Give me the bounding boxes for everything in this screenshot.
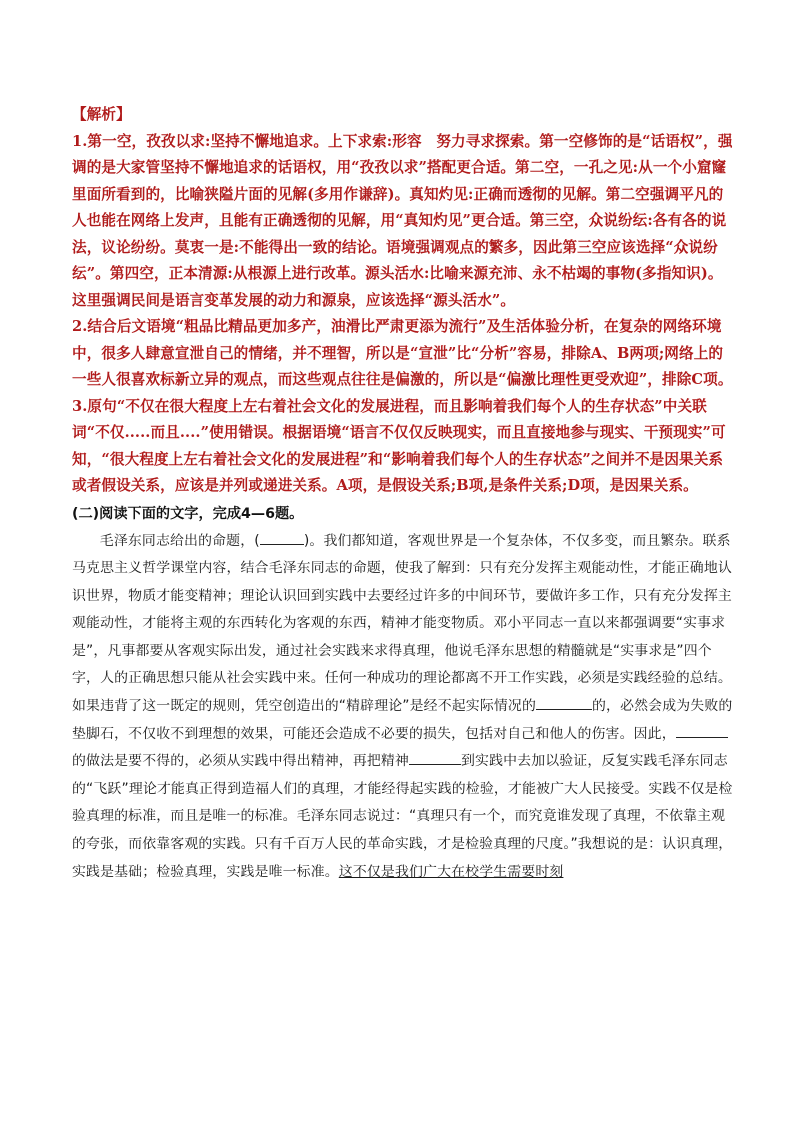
answer-blank-1 — [260, 529, 304, 545]
passage-text-1b: )。我们都知道，客观世界是一个复杂体，不仅多变，而且繁杂。联系马克思主义哲学课堂内容，结合毛泽东同志的命题，使我了解到：只有充分发挥主观能动性，才能正确地认识世界，物质才能变精神；理论认识回到实践中去要经过许多的中间环节，要做许多工作，只有充分发挥主观能动性，才能将主观的东西转化为客观的东西，精神才能变物质。邓小平同志一直以来都强调要“实事求是”，凡事都要从客观实际出发，通过社会实践来求得真理，他说毛泽东思想的精髓就是“实事求是”四个字，人的正确思想只能从社会实践中来。任何一种成功的理论都离不开工作实践，必须是实践经验的总结。如果违背了这一既定的规则，凭空创造出的“精辟理论”是经不起实际情况的 — [72, 532, 732, 715]
passage-paragraph — [72, 528, 734, 887]
answer-blank-4 — [409, 750, 461, 766]
section-title: (二)阅读下面的文字，完成4—6题。 — [72, 505, 304, 522]
analysis-heading: 【解析】 — [72, 106, 131, 123]
analysis-item-3: 3.原句“不仅在很大程度上左右着社会文化的发展进程，而且影响着我们每个人的生存状态”中关联词“不仅.....而且....”使用错误。根据语境“语言不仅仅反映现实，而且直接地参与现实、干预现实”可知，“很大程度上左右着社会文化的发展进程”和“影响着我们每个人的生存状态”之间并不是因果关系或者假设关系，应该是并列或递进关系。A项，是假设关系;B项,是条件关系;D项，是因果关系。 — [72, 397, 726, 494]
passage-text-3: 的做法是要不得的，必须从实践中得出精神，再把精神 — [72, 753, 409, 770]
reading-passage — [72, 528, 734, 887]
answer-blank-3 — [676, 722, 728, 738]
analysis-item-1: 1.第一空，孜孜以求:坚持不懈地追求。上下求索:形容 努力寻求探索。第一空修饰的是“话语权”，强调的是大家管坚持不懈地追求的话语权，用“孜孜以求”搭配更合适。第二空，一孔之见:从一个小窟窿里面所看到的，比喻狭隘片面的见解(多用作谦辞)。真知灼见:正确而透彻的见解。第二空强调平凡的人也能在网络上发声，且能有正确透彻的见解，用“真知灼见”更合适。第三空，众说纷纭:各有各的说法，议论纷纷。莫衷一是:不能得出一致的结论。语境强调观点的繁多，因此第三空应该选择“众说纷纭”。第四空，正本清源:从根源上进行改革。源头活水:比喻来源充沛、永不枯竭的事物(多指知识)。这里强调民间是语言变革发展的动力和源泉，应该选择“源头活水”。 — [72, 132, 733, 309]
passage-text-4: 到实践中去加以验证，反复实践毛泽东同志的“飞跃”理论才能真正得到造福人们的真理，才能经得起实践的检验，才能被广大人民接受。实践不仅是检验真理的标准，而且是唯一的标准。毛泽东同志说过：“真理只有一个，而究竟谁发现了真理，不依靠主观的夸张，而依靠客观的实践。只有千百万人民的革命实践，才是检验真理的尺度。”我想说的是：认识真理，实践是基础；检验真理，实践是唯一标准。 — [72, 753, 733, 880]
page-content — [72, 102, 734, 886]
underlined-sentence: 这不仅是我们广大在校学生需要时刻 — [338, 863, 564, 880]
answer-blank-2 — [536, 694, 592, 710]
answer-analysis — [72, 102, 734, 500]
passage-text-2: 的，必然会成为失败的垫脚石，不仅收不到理想的效果，可能还会造成不必要的损失，包括对自己和他人的伤害。因此， — [72, 698, 733, 742]
passage-text-1a: 毛泽东同志给出的命题，( — [99, 532, 260, 549]
analysis-item-2: 2.结合后文语境“粗品比精品更加多产，油滑比严肃更添为流行”及生活体验分析，在复杂的网络环境中，很多人肆意宣泄自己的情绪，并不理智，所以是“宣泄”比“分析”容易，排除A、B两项;网络上的一些人很喜欢标新立异的观点，而这些观点往往是偏激的，所以是“偏激比理性更受欢迎”，排除C项。 — [72, 318, 733, 388]
